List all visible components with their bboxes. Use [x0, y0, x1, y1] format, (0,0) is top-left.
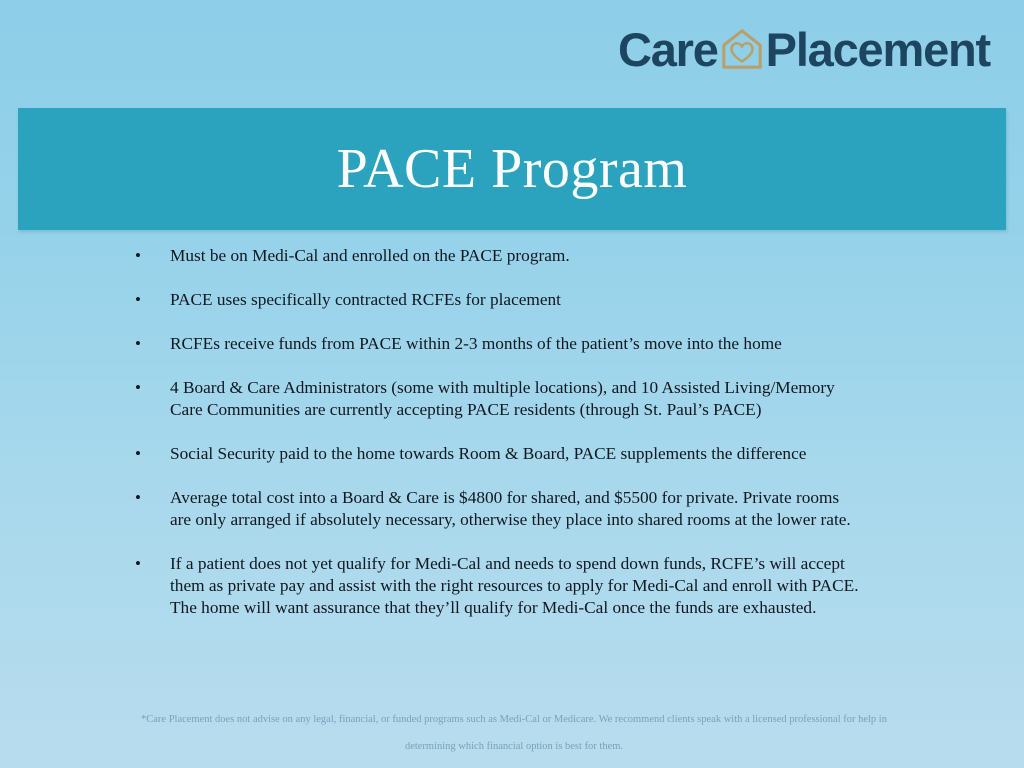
bullet-line: If a patient does not yet qualify for Medi-Cal and needs to spend down funds, RCFE’s will accept — [170, 553, 845, 573]
list-item — [130, 333, 920, 355]
logo-text-care: Care — [617, 22, 718, 76]
bullet-line: them as private pay and assist with the right resources to apply for Medi-Cal and enroll with PACE. — [170, 575, 859, 595]
bullet-text — [170, 553, 920, 619]
footer-line: determining which financial option is best for them. — [404, 741, 624, 753]
bullet-text — [170, 289, 920, 311]
bullet-marker-icon: • — [135, 487, 141, 507]
bullet-line: RCFEs receive funds from PACE within 2-3 months of the patient’s move into the home — [170, 333, 782, 353]
house-heart-icon — [719, 26, 765, 72]
bullet-text — [170, 377, 920, 421]
bullet-text — [170, 245, 920, 267]
bullet-text — [170, 487, 920, 531]
bullet-marker-icon: • — [135, 443, 141, 463]
list-item — [130, 443, 920, 465]
logo-text-placement: Placement — [765, 22, 990, 76]
footer-line: *Care Placement does not advise on any legal, financial, or funded programs such as Medi-Cal or Medicare. We recommend clients speak with a licensed professional for help in — [141, 714, 887, 725]
bullet-marker-icon: • — [135, 289, 141, 309]
bullet-line: PACE uses specifically contracted RCFEs for placement — [170, 289, 561, 309]
bullet-line: Must be on Medi-Cal and enrolled on the PACE program. — [170, 246, 570, 265]
bullet-line: 4 Board & Care Administrators (some with multiple locations), and 10 Assisted Living/Memory — [170, 377, 835, 397]
bullet-line: Social Security paid to the home towards Room & Board, PACE supplements the difference — [170, 443, 807, 463]
footer-disclaimer — [48, 706, 980, 761]
care-placement-logo — [618, 22, 990, 76]
page-title: PACE Program — [336, 138, 688, 200]
bullet-line: Average total cost into a Board & Care is $4800 for shared, and $5500 for private. Private rooms — [170, 487, 840, 507]
list-item — [130, 377, 920, 421]
bullet-text — [170, 443, 920, 465]
list-item — [130, 487, 920, 531]
bullet-line: are only arranged if absolutely necessary, otherwise they place into shared rooms at the lower rate. — [170, 509, 851, 529]
bullet-list — [130, 245, 920, 640]
bullet-marker-icon: • — [135, 246, 141, 265]
bullet-marker-icon: • — [135, 553, 141, 573]
bullet-text — [170, 333, 920, 355]
bullet-line: The home will want assurance that they’ll qualify for Medi-Cal once the funds are exhausted. — [170, 597, 817, 617]
title-banner — [18, 108, 1006, 230]
list-item — [130, 245, 920, 267]
list-item — [130, 289, 920, 311]
bullet-marker-icon: • — [135, 333, 141, 353]
list-item — [130, 553, 920, 619]
bullet-line: Care Communities are currently accepting PACE residents (through St. Paul’s PACE) — [170, 399, 762, 419]
bullet-marker-icon: • — [135, 377, 141, 397]
